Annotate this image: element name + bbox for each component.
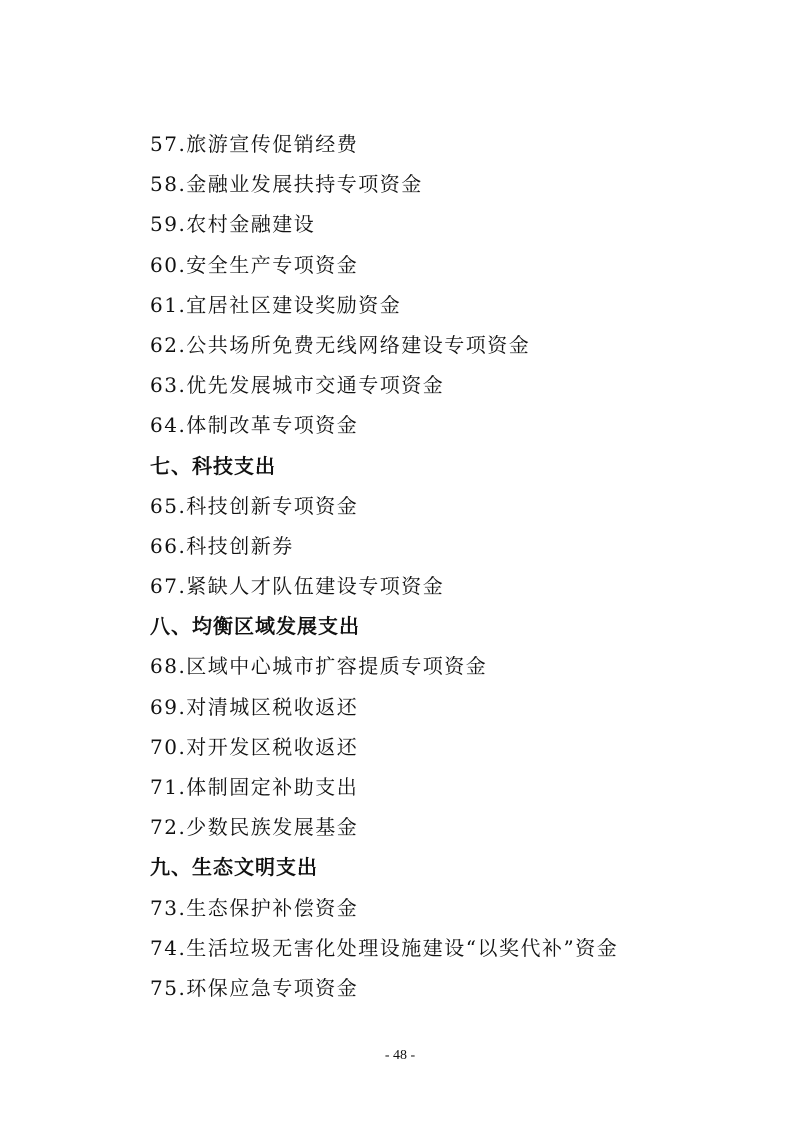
page-number: - 48 -: [384, 1048, 416, 1063]
section-heading: 九、生态文明支出: [150, 855, 318, 880]
section-heading: 七、科技支出: [150, 453, 276, 478]
list-item: 72.少数民族发展基金: [150, 815, 359, 840]
list-item: 58.金融业发展扶持专项资金: [150, 172, 423, 197]
list-item: 73.生态保护补偿资金: [150, 895, 359, 920]
list-item: 61.宜居社区建设奖励资金: [150, 292, 402, 317]
list-item: 62.公共场所免费无线网络建设专项资金: [150, 332, 531, 357]
list-item: 75.环保应急专项资金: [150, 975, 359, 1000]
list-item: 67.紧缺人才队伍建设专项资金: [150, 574, 445, 599]
list-item: 69.对清城区税收返还: [150, 694, 359, 719]
item-list: [150, 124, 750, 1008]
list-item: 59.农村金融建设: [150, 212, 316, 237]
list-item: 57.旅游宣传促销经费: [150, 132, 359, 156]
list-item: 60.安全生产专项资金: [150, 252, 359, 277]
section-heading: 八、均衡区域发展支出: [150, 614, 360, 639]
list-item: 63.优先发展城市交通专项资金: [150, 373, 445, 398]
list-item: 74.生活垃圾无害化处理设施建设“以奖代补”资金: [150, 935, 619, 960]
list-item: 71.体制固定补助支出: [150, 775, 359, 799]
list-item: 64.体制改革专项资金: [150, 413, 359, 438]
list-item: 65.科技创新专项资金: [150, 493, 359, 518]
list-item: 68.区域中心城市扩容提质专项资金: [150, 654, 488, 679]
list-item: 66.科技创新券: [150, 533, 294, 558]
list-item: 70.对开发区税收返还: [150, 734, 359, 759]
